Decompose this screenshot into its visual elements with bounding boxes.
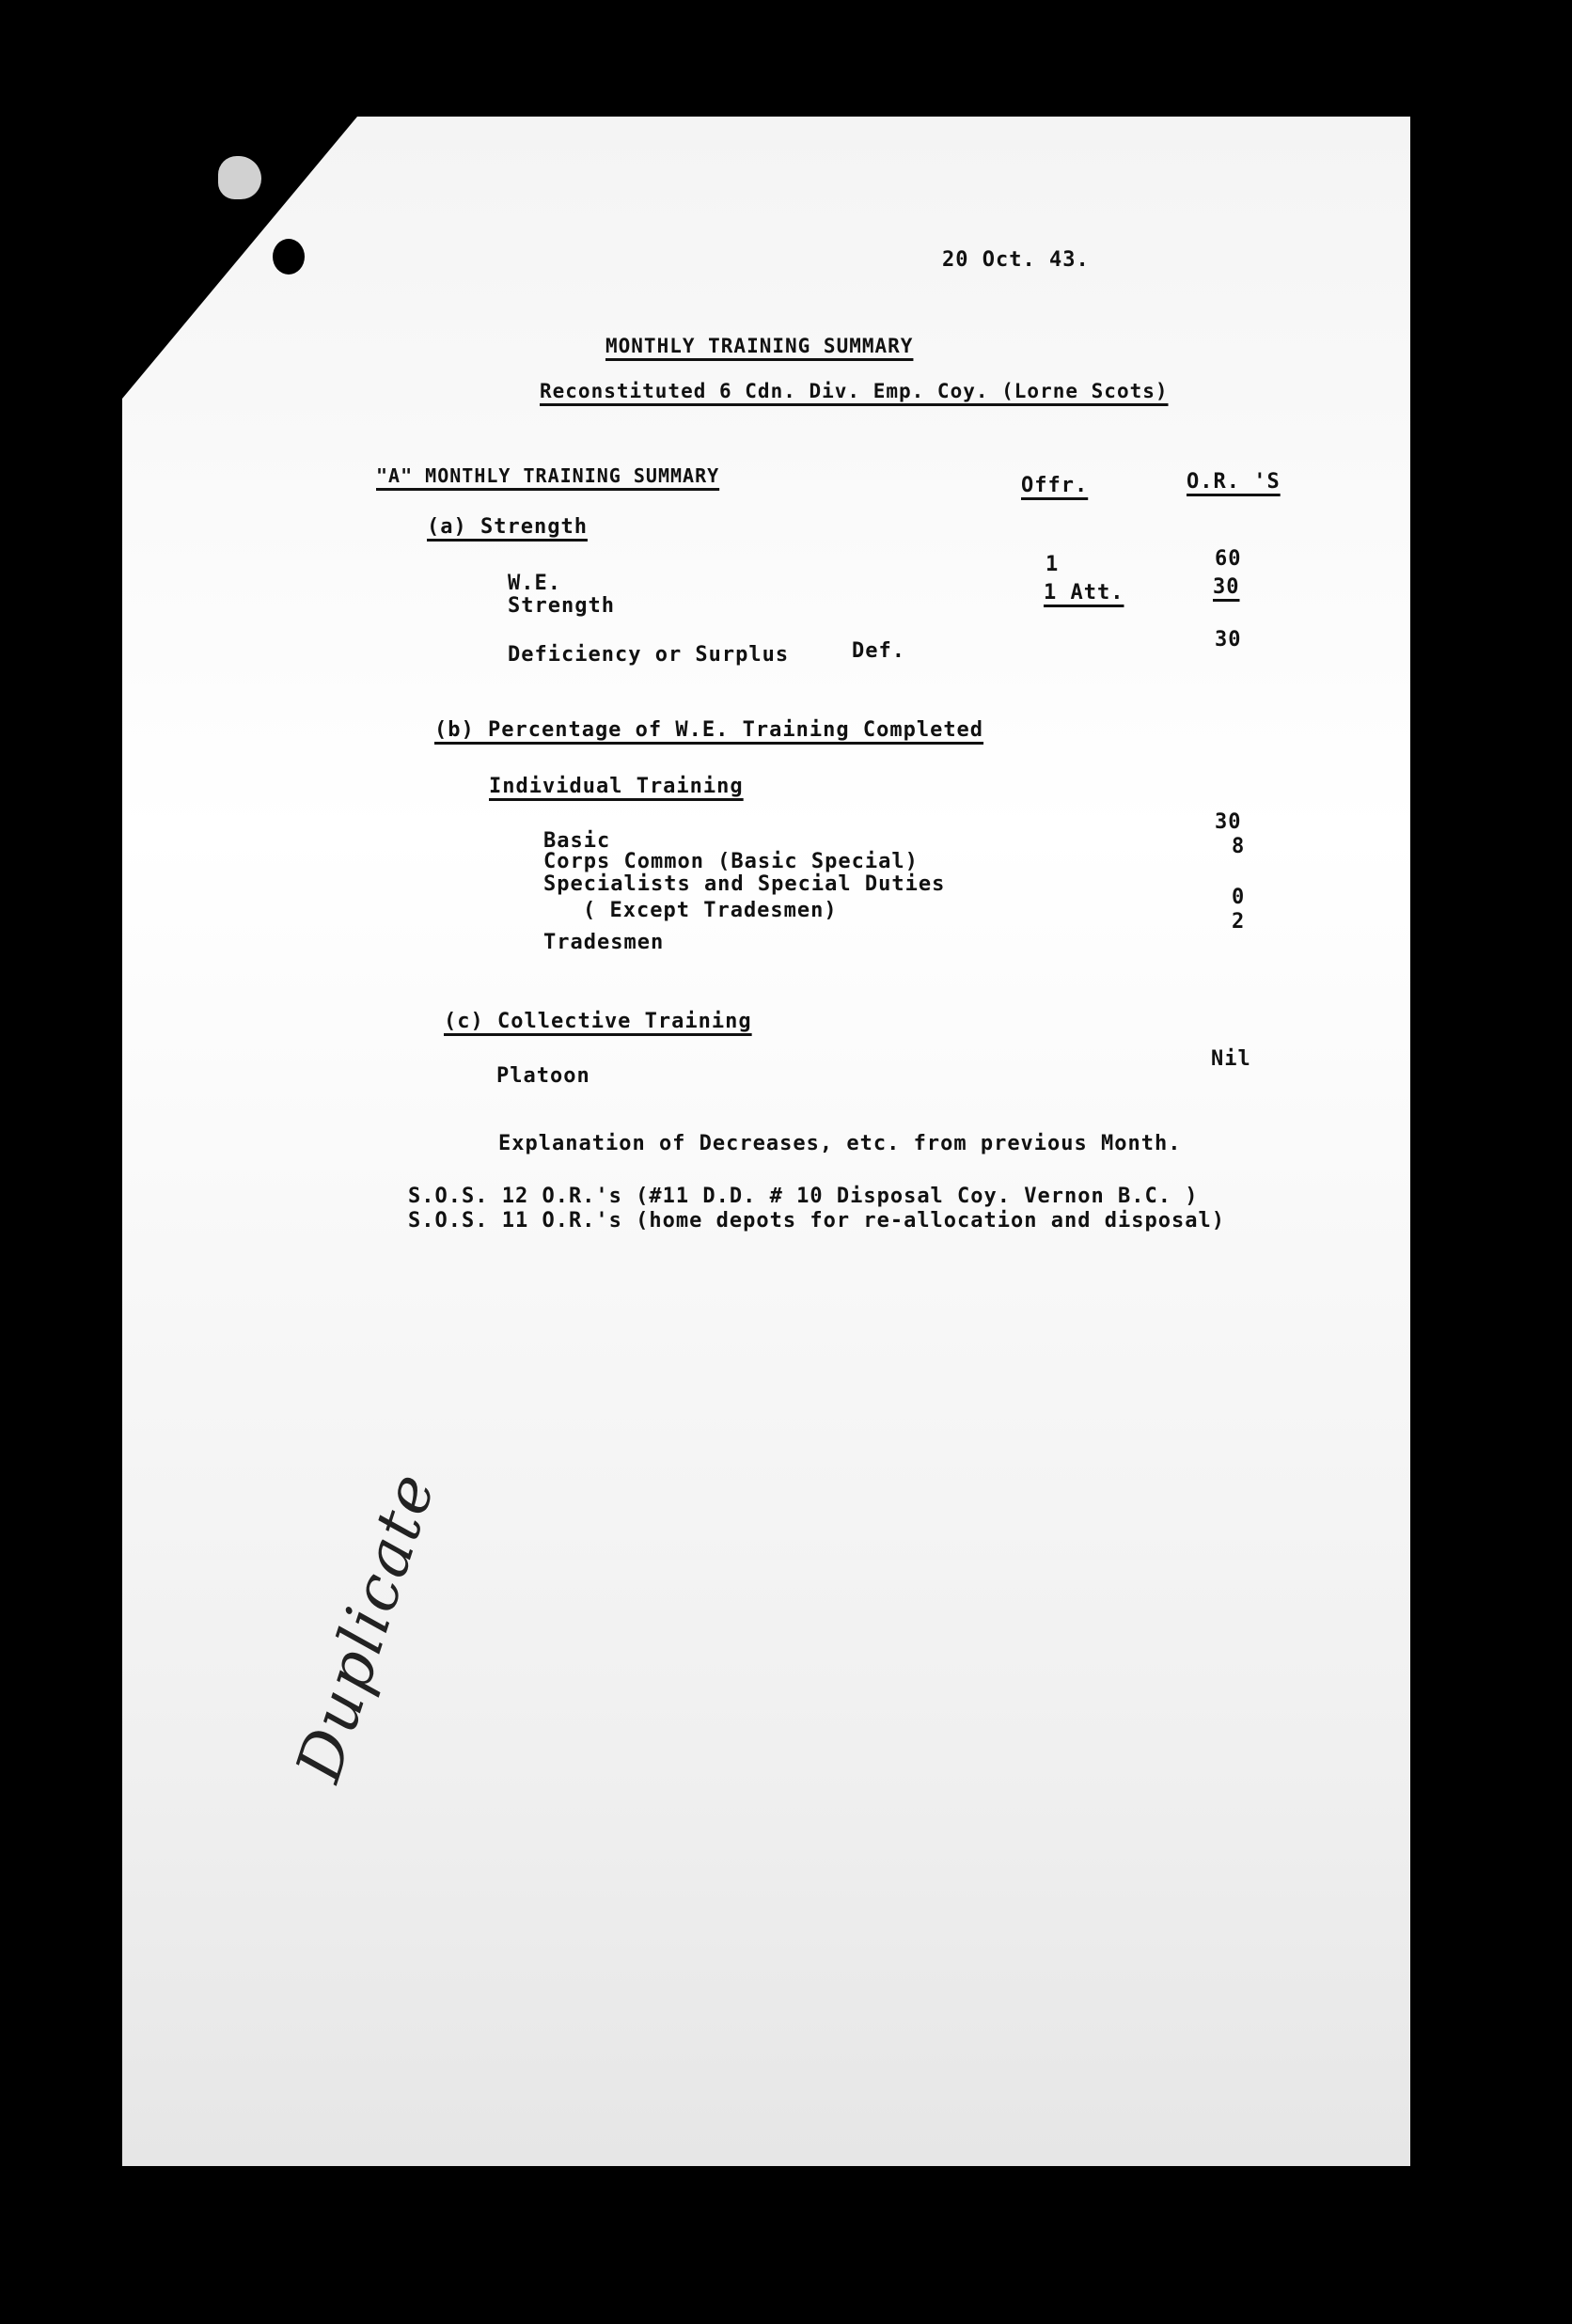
corps-common-label: Corps Common (Basic Special) <box>543 850 919 873</box>
strength-ors-value: 30 <box>1213 575 1240 599</box>
deficiency-label: Deficiency or Surplus <box>508 643 790 667</box>
document-title: MONTHLY TRAINING SUMMARY <box>605 335 914 357</box>
basic-label: Basic <box>543 829 611 853</box>
explanation-line-2: S.O.S. 11 O.R.'s (home depots for re-allocation and disposal) <box>408 1209 1225 1233</box>
specialists-label: Specialists and Special Duties <box>543 872 946 896</box>
column-header-ors: O.R. 'S <box>1187 470 1281 494</box>
strength-label: Strength <box>508 594 615 618</box>
individual-training-heading: Individual Training <box>489 775 744 798</box>
strength-heading: (a) Strength <box>427 515 588 539</box>
document-subtitle: Reconstituted 6 Cdn. Div. Emp. Coy. (Lorne Scots) <box>540 380 1169 402</box>
we-ors-value: 60 <box>1215 547 1242 571</box>
we-offr-value: 1 <box>1045 553 1060 576</box>
torn-corner-mark <box>218 156 261 199</box>
column-header-offr: Offr. <box>1021 474 1089 497</box>
strength-offr-value: 1 Att. <box>1044 581 1124 605</box>
tradesmen-ors-value: 2 <box>1232 910 1246 934</box>
section-a-header: "A" MONTHLY TRAINING SUMMARY <box>376 464 720 487</box>
corps-common-ors-value: 8 <box>1232 835 1246 858</box>
handwritten-duplicate-note: Duplicate <box>282 1463 450 1790</box>
punch-hole <box>273 239 305 275</box>
platoon-label: Platoon <box>496 1064 590 1088</box>
specialists-note: ( Except Tradesmen) <box>583 899 838 922</box>
percentage-heading: (b) Percentage of W.E. Training Completed <box>434 718 984 742</box>
specialists-ors-value: 0 <box>1232 886 1246 909</box>
document-date: 20 Oct. 43. <box>942 248 1090 272</box>
explanation-heading: Explanation of Decreases, etc. from previous Month. <box>498 1132 1182 1155</box>
deficiency-ors-value: 30 <box>1215 628 1242 652</box>
deficiency-type: Def. <box>852 639 905 663</box>
collective-heading: (c) Collective Training <box>444 1010 752 1033</box>
platoon-ors-value: Nil <box>1211 1047 1251 1071</box>
we-label: W.E. <box>508 572 561 595</box>
basic-ors-value: 30 <box>1215 810 1242 834</box>
explanation-line-1: S.O.S. 12 O.R.'s (#11 D.D. # 10 Disposal Coy. Vernon B.C. ) <box>408 1185 1199 1208</box>
tradesmen-label: Tradesmen <box>543 931 665 954</box>
